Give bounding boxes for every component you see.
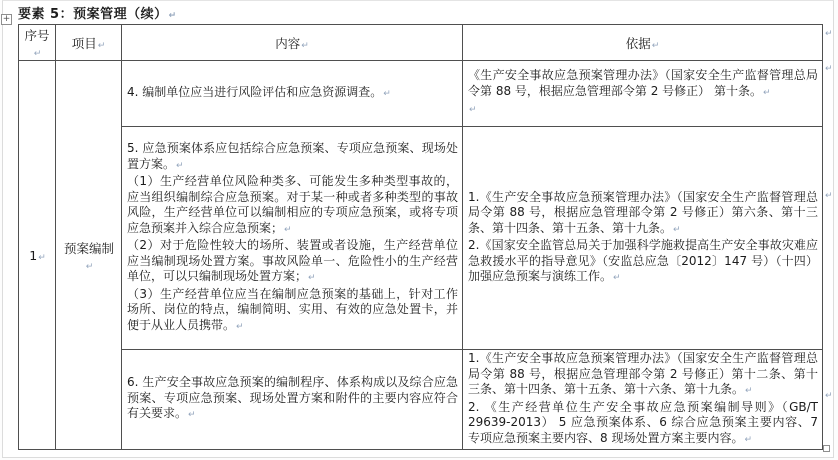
paragraph-mark-icon: ↵ [85,261,94,272]
paragraph-mark-icon: ↵ [613,273,621,283]
plus-icon: + [2,14,11,24]
paragraph: 1.《生产安全事故应急预案管理办法》（国家安全生产监督管理总局令第 88 号，根据应急管理部令第 2 号修正）第六条、第十三条、第十四条、第十五条、第十九条。↵ [468,189,818,235]
paragraph: 5. 应急预案体系应包括综合应急预案、专项应急预案、现场处置方案。↵ [127,141,458,171]
serial-cell[interactable]: 1↵ [19,61,56,450]
basis-cell-row2[interactable] [463,127,823,350]
paragraph: 《生产安全事故应急预案管理办法》（国家安全生产监督管理总局令第 88 号，根据应急管理部令第 2 号修正） 第十条。↵ [468,68,818,98]
paragraph-mark-icon: ↵ [301,40,309,51]
paragraph: 2. 《生产经营单位生产安全事故应急预案编制导则》（GB/T 29639-2013） 5 应急预案体系、6 综合应急预案主要内容、7 专项应急预案主要内容、8 现场处置方案主要内容。↵ [468,399,818,445]
paragraph-mark-icon: ↵ [469,105,477,116]
content-cell-row3[interactable] [122,350,463,450]
content-cell-row2[interactable] [122,127,463,350]
col-header-content[interactable]: 内容↵ [122,25,463,61]
content-cell-row1[interactable] [122,61,463,127]
col-header-serial[interactable]: 序号↵ [19,25,56,61]
paragraph-mark-icon: ↵ [762,87,771,98]
project-cell[interactable]: 预案编制↵ [56,61,122,450]
end-of-row-mark-icon: ↵ [825,64,833,74]
end-of-row-mark-icon: ↵ [825,391,833,401]
paragraph: 1.《生产安全事故应急预案管理办法》（国家安全生产监督管理总局令第 88 号，根据应急管理部令第 2 号修正）第十二条、第十三条、第十四条、第十五条、第十六条、第十九条。↵ [468,351,818,396]
paragraph-mark-icon: ↵ [744,434,752,445]
paragraph: （1）生产经营单位风险种类多、可能发生多种类型事故的，应当组织编制综合应急预案。对于某一种或者多种类型的事故风险，生产经营单位可以编制相应的专项应急预案，或将专项应急预案并入综合应急预案；↵ [127,174,458,235]
paragraph-mark-icon: ↵ [308,273,316,283]
table-move-handle[interactable] [1,14,12,25]
table-row [19,61,823,127]
paragraph-mark-icon: ↵ [176,160,184,171]
paragraph-mark-icon: ↵ [97,40,106,51]
paragraph [468,101,818,119]
col-header-basis[interactable]: 依据↵ [463,25,823,61]
table-header-row [19,25,823,61]
paragraph-mark-icon: ↵ [168,11,177,21]
table-row [19,127,823,350]
paragraph: （2）对于危险性较大的场所、装置或者设施，生产经营单位应当编制现场处置方案。事故风险单一、危险性小的生产经营单位，可以只编制现场处置方案；↵ [127,238,458,283]
end-of-row-mark-icon: ↵ [825,191,833,201]
paragraph: 2.《国家安全监管总局关于加强科学施救提高生产安全事故灾难应急救援水平的指导意见》（安监总应急〔2012〕147 号）（十四）加强应急预案与演练工作。↵ [468,238,818,283]
end-of-row-mark-icon: ↵ [825,29,833,39]
paragraph-mark-icon: ↵ [38,252,46,263]
paragraph: （3）生产经营单位应当在编制应急预案的基础上，针对工作场所、岗位的特点，编制简明、实用、有效的应急处置卡，并便于从业人员携带。↵ [127,286,458,332]
paragraph: 4. 编制单位应当进行风险评估和应急资源调查。↵ [127,84,391,99]
paragraph: 6. 生产安全事故应急预案的编制程序、体系构成以及综合应急预案、专项应急预案、现场处置方案和附件的主要内容应符合有关要求。↵ [127,375,458,421]
basis-cell-row3[interactable] [463,350,823,450]
paragraph-mark-icon: ↵ [673,224,681,235]
paragraph-mark-icon: ↵ [651,40,660,51]
paragraph-mark-icon: ↵ [383,88,391,99]
paragraph-mark-icon: ↵ [33,49,42,59]
paragraph-mark-icon: ↵ [188,410,196,421]
basis-cell-row1[interactable] [463,61,823,127]
col-header-project[interactable]: 项目↵ [56,25,122,61]
paragraph-mark-icon: ↵ [284,224,292,235]
table-resize-handle[interactable] [823,445,830,452]
table-row [19,350,823,450]
plan-management-table [18,24,823,450]
section-title: 要素 5：预案管理（续）↵ [18,7,177,22]
paragraph-mark-icon: ↵ [236,321,244,332]
paragraph-mark-icon: ↵ [745,386,753,396]
